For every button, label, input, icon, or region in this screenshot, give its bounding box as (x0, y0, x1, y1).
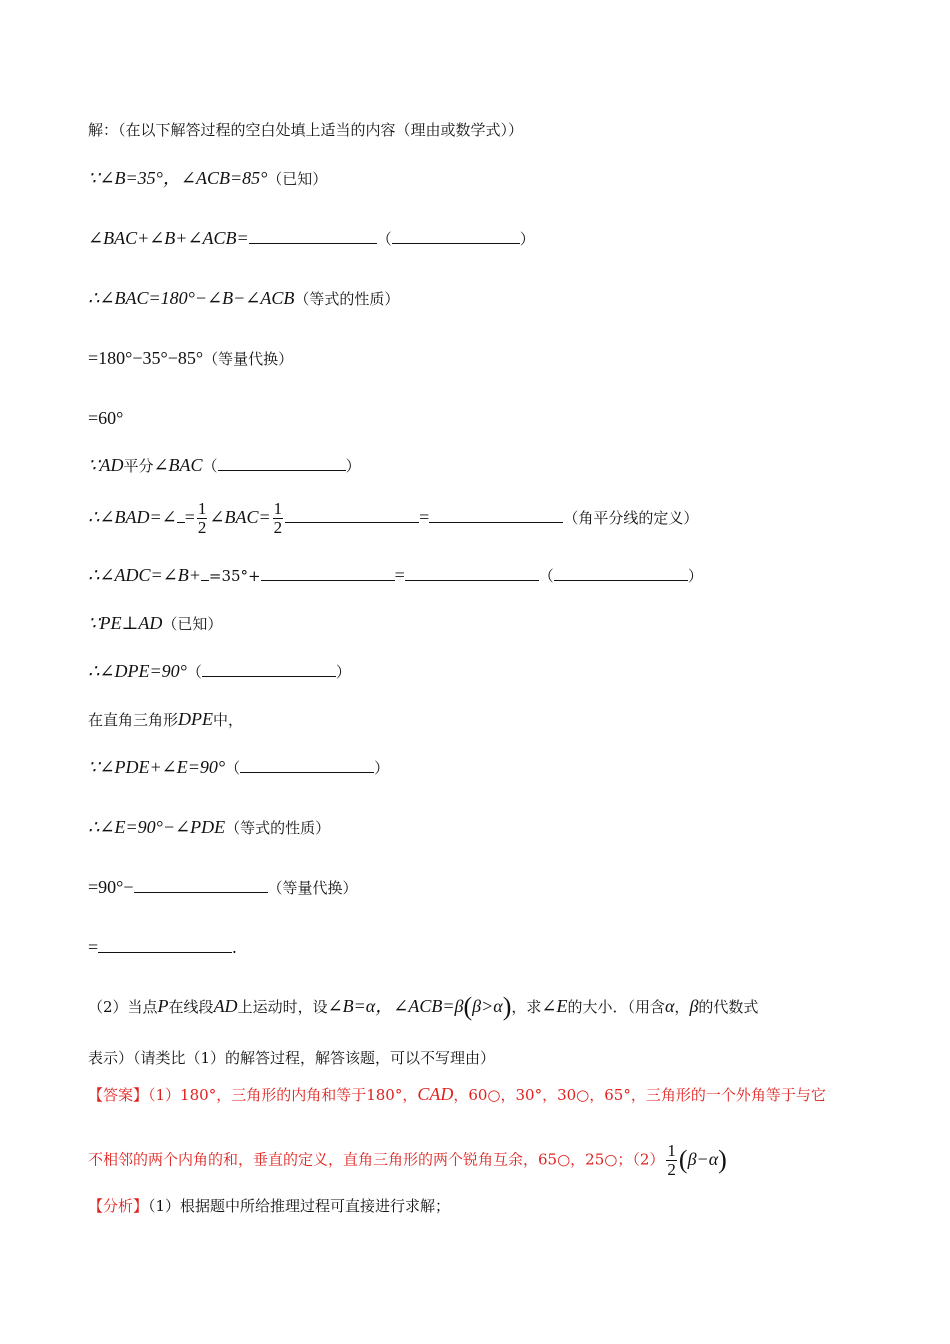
question-2: （2）当点P在线段AD上运动时，设∠B=α，∠ACB=β(β>α)，求∠E的大小．（用含α，β的代数式 (88, 992, 759, 1021)
step-bad-half (88, 500, 698, 537)
equals: = (394, 565, 405, 585)
math-expression: ∠B=α，∠ACB=β (327, 996, 464, 1016)
math-expression: =60° (88, 408, 124, 428)
paren-open: （ (225, 759, 241, 777)
static-text: 中， (213, 711, 244, 729)
fill-blank[interactable] (554, 579, 688, 581)
math-expression: ∴∠E=90°−∠PDE (88, 817, 226, 837)
fill-blank[interactable] (177, 521, 185, 523)
math-expression: ∵PE⊥AD (88, 613, 163, 633)
equals: = (419, 507, 430, 527)
analysis-label: 【分析】 (88, 1197, 149, 1215)
fill-blank[interactable] (202, 675, 336, 677)
fill-blank[interactable] (98, 951, 232, 953)
step-dpe-90 (88, 659, 351, 684)
equals: = (184, 507, 195, 527)
paren-close: ） (335, 663, 351, 681)
fraction-half: $\frac{1}{2}$ (197, 499, 207, 537)
math-expression: DPE (178, 709, 214, 729)
math-expression: =90°− (88, 877, 134, 897)
answer-line-1: 【答案】（1）180°，三角形的内角和等于180°，CAD，60○，30°，30○，65°，三角形的一个外角等于与它 (88, 1084, 826, 1104)
answer-line-2: 不相邻的两个内角的和，垂直的定义，直角三角形的两个锐角互余，65○，25○；（2） $\frac{1}{2}$ (β−α) (88, 1141, 727, 1179)
fill-blank[interactable] (405, 579, 539, 581)
fill-blank[interactable] (249, 242, 377, 244)
step-adc-exterior (88, 563, 703, 588)
math-expression: =180°−35°−85° (88, 348, 204, 368)
step-triangle-sum (88, 226, 535, 251)
answer-label: 【答案】 (88, 1086, 149, 1104)
math-expression: ∴∠BAD=∠ (88, 507, 177, 527)
math-expression: ∠BAC= (209, 507, 271, 527)
fraction-half: $\frac{1}{2}$ (667, 1141, 676, 1179)
period: . (232, 937, 237, 957)
paren-close: ） (374, 759, 390, 777)
question-2-continued: 表示）（请类比（1）的解答过程，解答该题，可以不写理由） (88, 1049, 496, 1067)
fill-blank[interactable] (240, 771, 374, 773)
solution-intro: 解：（在以下解答过程的空白处填上适当的内容（理由或数学式）） (88, 121, 524, 139)
paren-close: ） (519, 230, 535, 248)
paren-open: （ (202, 457, 218, 475)
step-pe-perp (88, 611, 222, 636)
step-pde-e-sum (88, 755, 389, 780)
fill-blank[interactable] (392, 242, 520, 244)
reason: （角平分线的定义） (563, 509, 699, 527)
fill-blank[interactable] (201, 579, 209, 581)
paren-open: （ (538, 567, 554, 585)
static-text: 平分 (123, 457, 154, 475)
math-expression: ∠BAC (153, 455, 203, 475)
fill-blank[interactable] (261, 579, 395, 581)
math-expression: ∴∠ADC=∠B+ (88, 565, 201, 585)
math-expression: ∴∠DPE=90° (88, 661, 187, 681)
fill-blank[interactable] (429, 521, 563, 523)
static-text: 在直角三角形 (88, 711, 179, 729)
paren-close: ） (687, 567, 703, 585)
paren-open: （ (376, 230, 392, 248)
analysis-line: 【分析】（1）根据题中所给推理过程可直接进行求解； (88, 1197, 451, 1215)
step-e-expression (88, 815, 330, 840)
fraction-half: $\frac{1}{2}$ (273, 499, 283, 537)
step-substitution (88, 346, 293, 371)
math-expression: ∵AD (88, 455, 124, 475)
step-result-60 (88, 406, 123, 431)
reason: （已知） (162, 615, 223, 633)
math-expression: ∠BAC+∠B+∠ACB= (88, 228, 249, 248)
math-expression: =35°+ (208, 567, 261, 585)
step-e-substitution (88, 875, 358, 900)
reason: （等式的性质） (294, 290, 400, 308)
reason: （等量代换） (203, 350, 294, 368)
fill-blank[interactable] (285, 521, 419, 523)
step-right-triangle (88, 707, 243, 732)
equals: = (88, 937, 99, 957)
step-e-result (88, 935, 237, 960)
reason: （等式的性质） (225, 819, 331, 837)
math-expression: ∴∠BAC=180°−∠B−∠ACB (88, 288, 295, 308)
math-expression: ∵∠PDE+∠E=90° (88, 757, 226, 777)
step-ad-bisects (88, 453, 361, 478)
fill-blank[interactable] (134, 891, 268, 893)
step-given-angles (88, 166, 327, 191)
reason: （等量代换） (267, 879, 358, 897)
fill-blank[interactable] (218, 469, 346, 471)
paren-close: ） (345, 457, 361, 475)
math-expression: ∵∠B=35°，∠ACB=85° (88, 168, 268, 188)
paren-open: （ (186, 663, 202, 681)
reason: （已知） (267, 170, 328, 188)
step-bac-expression (88, 286, 399, 311)
